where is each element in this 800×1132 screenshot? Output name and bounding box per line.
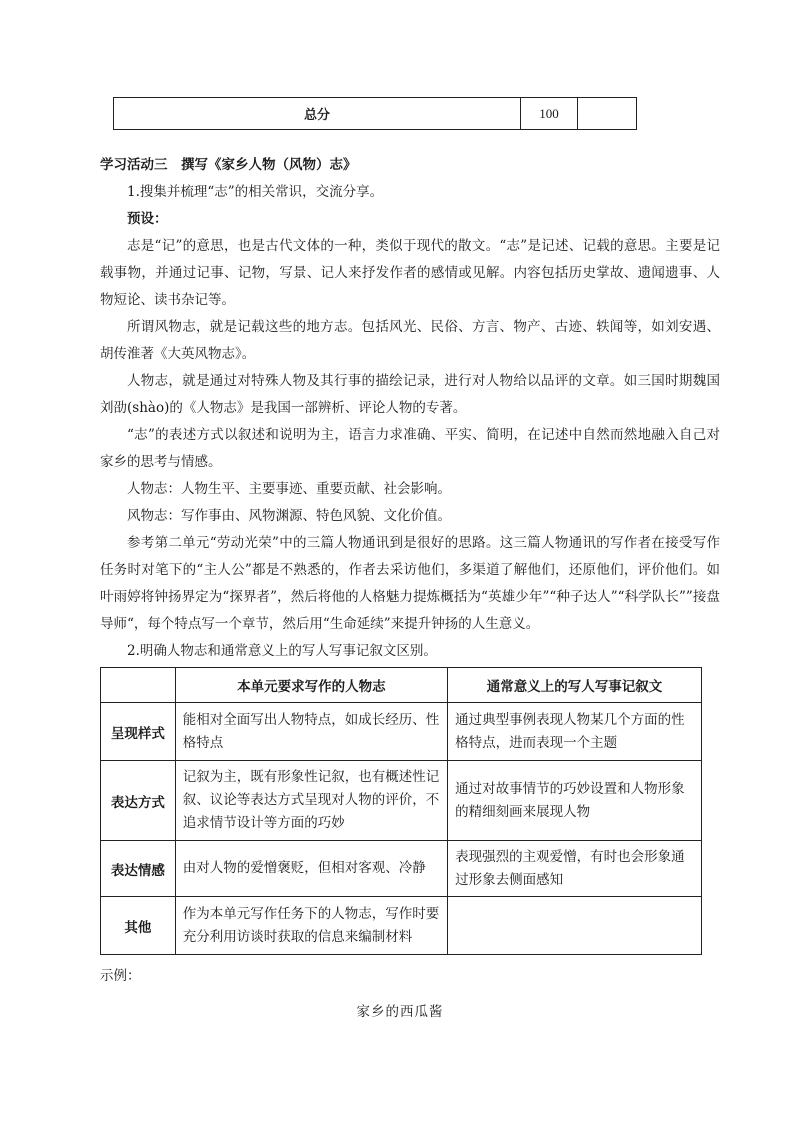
row-cell-narrative — [448, 897, 702, 955]
paragraph-reference: 参考第二单元“劳动光荣”中的三篇人物通讯到是很好的思路。这三篇人物通讯的写作者在接受写作任务时对笔下的“主人公”都是不熟悉的，作者去采访他们，多渠道了解他们，还原他们，评价他们。如叶雨婷将钟扬界定为“探界者”，然后将他的人格魅力提炼概括为“英雄少年”“种子达人”“科学队长””接盘导师“，每个特点写一个章节，然后用“生命延续”来提升钟扬的人生意义。 — [100, 535, 720, 632]
total-score-label: 总分 — [114, 98, 521, 130]
header-narrative: 通常意义上的写人写事记叙文 — [448, 668, 702, 703]
row-cell-narrative: 通过对故事情节的巧妙设置和人物形象的精细刻画来展现人物 — [448, 761, 702, 841]
row-cell-renwuzhi: 作为本单元写作任务下的人物志，写作时要充分利用访谈时获取的信息来编制材料 — [175, 897, 447, 955]
item-1: 1.搜集并梳理“志”的相关常识，交流分享。 — [127, 184, 384, 200]
table-row — [101, 897, 702, 955]
preset-label: 预设： — [127, 211, 168, 227]
activity-section — [100, 152, 720, 665]
row-label: 表达情感 — [101, 841, 176, 897]
row-label: 表达方式 — [101, 761, 176, 841]
row-cell-renwuzhi: 能相对全面写出人物特点，如成长经历、性格特点 — [175, 703, 447, 761]
row-cell-renwuzhi: 记叙为主，既有形象性记叙，也有概述性记叙、议论等表达方式呈现对人物的评价，不追求情节设计等方面的巧妙 — [175, 761, 447, 841]
table-row — [101, 841, 702, 897]
table-row — [101, 703, 702, 761]
header-renwuzhi: 本单元要求写作的人物志 — [175, 668, 447, 703]
comparison-table — [100, 667, 702, 955]
paragraph-fengwuzhi: 所谓风物志，就是记载这些的地方志。包括风光、民俗、方言、物产、古迹、轶闻等，如刘安遇、胡传淮著《大英风物志》。 — [100, 319, 720, 362]
row-label: 呈现样式 — [101, 703, 176, 761]
paragraph-fengwuzhi-points: 风物志：写作事由、风物渊源、特色风貌、文化价值。 — [127, 508, 451, 524]
row-cell-narrative: 通过典型事例表现人物某几个方面的性格特点，进而表现一个主题 — [448, 703, 702, 761]
score-table — [113, 97, 637, 130]
header-corner — [101, 668, 176, 703]
paragraph-renwuzhi: 人物志，就是通过对特殊人物及其行事的描绘记录，进行对人物给以品评的文章。如三国时期魏国刘劭(shào)的《人物志》是我国一部辨析、评论人物的专著。 — [100, 373, 720, 416]
row-cell-renwuzhi: 由对人物的爱憎褒贬，但相对客观、冷静 — [175, 841, 447, 897]
example-title: 家乡的西瓜酱 — [356, 1004, 444, 1020]
comparison-header-row — [101, 668, 702, 703]
table-row — [101, 761, 702, 841]
paragraph-zhi-definition: 志是“记”的意思，也是古代文体的一种，类似于现代的散文。“志”是记述、记载的意思。主要是记载事物，并通过记事、记物，写景、记人来抒发作者的感情或见解。内容包括历史掌故、遗闻遗事、人物短论、读书杂记等。 — [100, 238, 720, 308]
row-label: 其他 — [101, 897, 176, 955]
example-label: 示例： — [100, 968, 141, 984]
row-cell-narrative: 表现强烈的主观爱憎，有时也会形象通过形象去侧面感知 — [448, 841, 702, 897]
total-score-empty-cell — [578, 98, 637, 130]
paragraph-expression: “志”的表述方式以叙述和说明为主，语言力求准确、平实、简明，在记述中自然而然地融入自己对家乡的思考与情感。 — [100, 427, 720, 470]
paragraph-renwuzhi-points: 人物志：人物生平、主要事迹、重要贡献、社会影响。 — [127, 481, 451, 497]
activity-heading: 学习活动三 撰写《家乡人物（风物）志》 — [100, 157, 357, 173]
item-2: 2.明确人物志和通常意义上的写人写事记叙文区别。 — [127, 643, 437, 659]
total-score-value: 100 — [521, 98, 578, 130]
